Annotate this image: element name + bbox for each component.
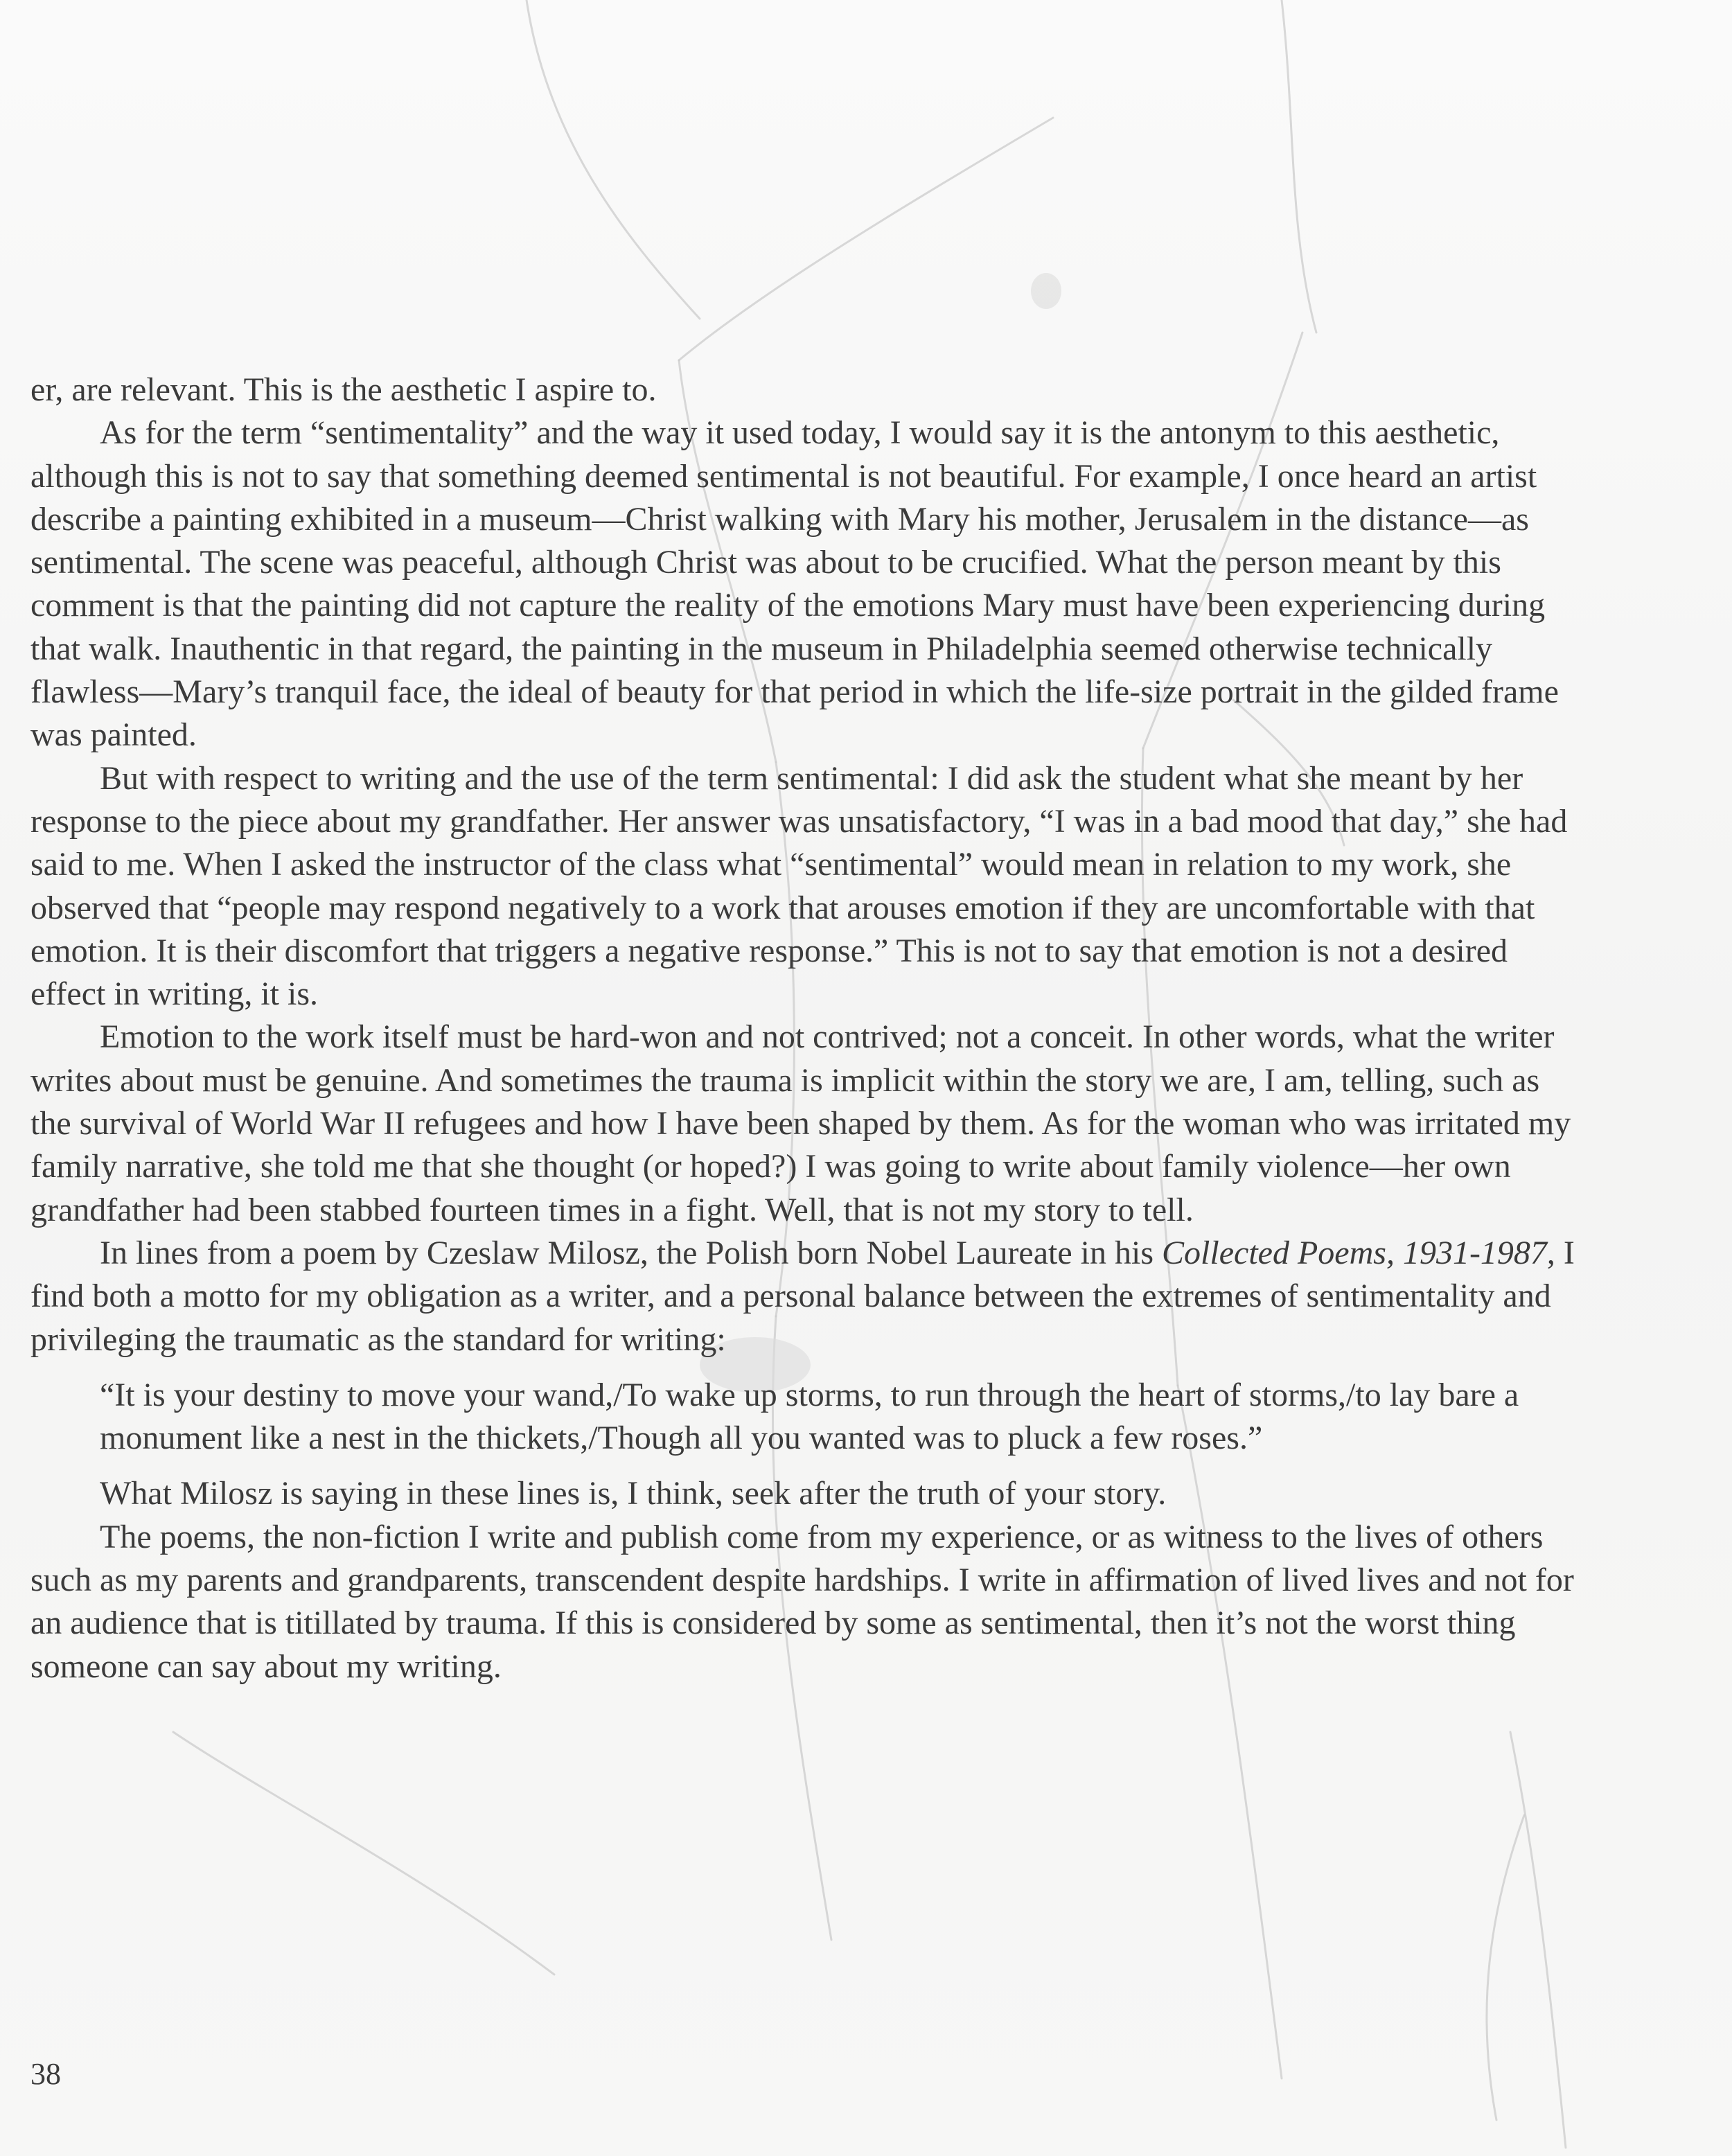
paragraph-conclusion: The poems, the non-fiction I write and publish come from my experience, or as witness to the lives of others such as my parents and grandparents, transcendent despite hardships. I write in affirmation of lived lives and not for an audience that is titillated by trauma. If this is considered by some as sentimental, then it’s not the worst thing someone can say about my writing. — [30, 1518, 1574, 1685]
book-title: Collected Poems, 1931-1987 — [1162, 1234, 1547, 1271]
block-quote: “It is your destiny to move your wand,/To wake up storms, to run through the heart of storms,/to lay bare a monument like a nest in the thickets,/Though all you wanted was to pluck a few roses.” — [100, 1376, 1519, 1457]
milosz-intro-text: In lines from a poem by Czeslaw Milosz, the Polish born Nobel Laureate in his — [100, 1234, 1163, 1271]
paragraph-continued: er, are relevant. This is the aesthetic I aspire to. — [30, 371, 657, 408]
paragraph-milosz-meaning: What Milosz is saying in these lines is, I think, seek after the truth of your story. — [100, 1475, 1167, 1512]
paragraph-sentimentality: As for the term “sentimentality” and the way it used today, I would say it is the antonym to this aesthetic, although this is not to say that something deemed sentimental is not beautiful. For example, I once heard an artist describe a painting exhibited in a museum—Christ walking with Mary his mother, Jerusalem in the distance—as sentimental. The scene was peaceful, although Christ was about to be crucified. What the person meant by this comment is that the painting did not capture the reality of the emotions Mary must have been experiencing during that walk. Inauthentic in that regard, the painting in the museum in Philadelphia seemed otherwise technically flawless—Mary’s tranquil face, the ideal of beauty for that period in which the life-size portrait in the gilded frame was painted. — [30, 414, 1559, 754]
paragraph-writing-sentimental: But with respect to writing and the use of the term sentimental: I did ask the student what she meant by her response to the piece about my grandfather. Her answer was unsatisfactory, “I was in a bad mood that day,” she had said to me. When I asked the instructor of the class what “sentimental” would mean in relation to my work, she observed that “people may respond negatively to a work that arouses emotion if they are uncomfortable with that emotion. It is their discomfort that triggers a negative response.” This is not to say that emotion is not a desired effect in writing, it is. — [30, 759, 1568, 1013]
milosz-intro-text-end: , I find both a motto for my obligation as a writer, and a personal balance between the extremes of sentimentality and privileging the traumatic as the standard for writing: — [30, 1234, 1575, 1358]
paragraph-milosz-intro — [30, 1232, 1582, 1361]
page-number: 38 — [30, 2057, 61, 2091]
paragraph-emotion: Emotion to the work itself must be hard-won and not contrived; not a conceit. In other words, what the writer writes about must be genuine. And sometimes the trauma is implicit within the story we are, I am, telling, such as the survival of World War II refugees and how I have been shaped by them. As for the woman who was irritated my family narrative, she told me that she thought (or hoped?) I was going to write about family violence—her own grandfather had been stabbed fourteen times in a fight. Well, that is not my story to tell. — [30, 1018, 1571, 1228]
essay-text — [30, 369, 1582, 1688]
